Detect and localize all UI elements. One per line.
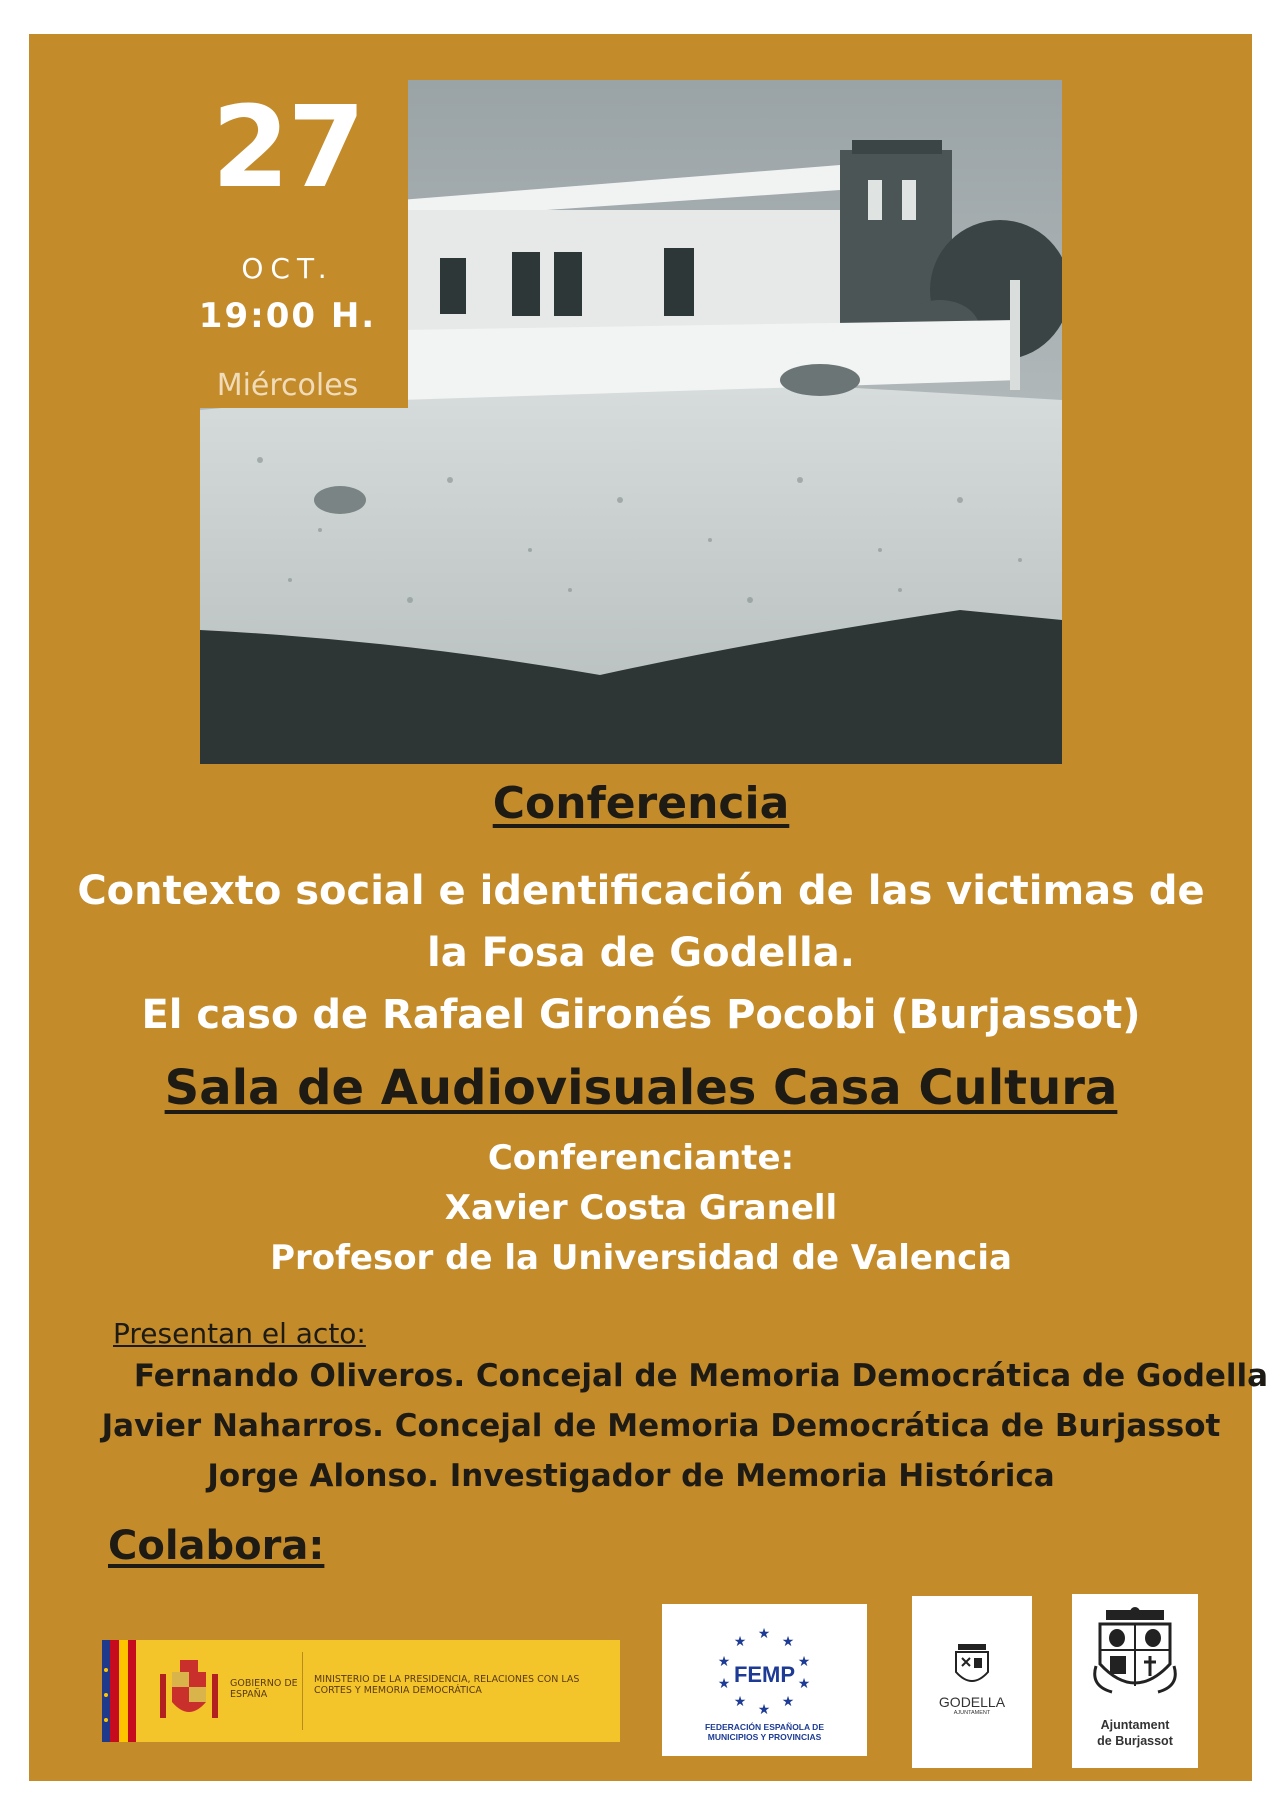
gobierno-text: GOBIERNO DE ESPAÑA (230, 1678, 298, 1700)
logo-divider (302, 1652, 303, 1730)
event-month: OCT. (241, 252, 334, 285)
gobierno-logo (102, 1640, 620, 1742)
subtitle-line-1: Contexto social e identificación de las victimas de (77, 868, 1205, 914)
burjassot-logo (1072, 1594, 1198, 1768)
svg-text:★: ★ (797, 1654, 811, 1670)
svg-text:★: ★ (757, 1702, 771, 1718)
event-time: 19:00 H. (198, 296, 377, 336)
svg-text:★: ★ (781, 1634, 795, 1650)
page-title: Conferencia (492, 778, 790, 829)
presenter-line-3: Jorge Alonso. Investigador de Memoria Histórica (207, 1458, 1055, 1494)
colabora-heading: Colabora: (108, 1523, 325, 1569)
subtitle-line-3: El caso de Rafael Gironés Pocobi (Burjassot) (141, 992, 1141, 1038)
spain-flag-icon (102, 1640, 136, 1742)
femp-logo (662, 1604, 867, 1756)
burjassot-name-2: de Burjassot (1097, 1734, 1173, 1748)
svg-text:★: ★ (733, 1694, 747, 1710)
speaker-role: Profesor de la Universidad de Valencia (270, 1238, 1012, 1278)
svg-text:★: ★ (781, 1694, 795, 1710)
svg-text:★: ★ (757, 1626, 771, 1642)
burjassot-name-1: Ajuntament (1100, 1718, 1170, 1732)
svg-text:★: ★ (717, 1676, 731, 1692)
ministerio-text: MINISTERIO DE LA PRESIDENCIA, RELACIONES CON LAS CORTES Y MEMORIA DEMOCRÁTICA (314, 1674, 580, 1696)
svg-text:★: ★ (717, 1654, 731, 1670)
presenter-line-1: Fernando Oliveros. Concejal de Memoria Democrática de Godella (133, 1358, 1269, 1394)
femp-fullname: FEDERACIÓN ESPAÑOLA DE MUNICIPIOS Y PROVINCIAS (704, 1722, 824, 1742)
godella-logo (912, 1596, 1032, 1768)
godella-shield-icon (954, 1644, 990, 1688)
speaker-label: Conferenciante: (487, 1138, 795, 1178)
coat-of-arms-icon (154, 1658, 224, 1724)
godella-subtext: AJUNTAMENT (953, 1710, 991, 1716)
svg-text:★: ★ (733, 1634, 747, 1650)
presenters-label: Presentan el acto: (113, 1317, 366, 1350)
event-weekday: Miércoles (216, 368, 359, 403)
femp-acronym: FEMP (733, 1662, 796, 1687)
svg-text:★: ★ (797, 1676, 811, 1692)
speaker-name: Xavier Costa Granell (444, 1188, 838, 1228)
subtitle-line-2: la Fosa de Godella. (427, 930, 855, 976)
event-day: 27 (211, 83, 364, 213)
godella-name: GODELLA (938, 1694, 1006, 1710)
burjassot-shield-icon (1092, 1606, 1178, 1702)
venue-title: Sala de Audiovisuales Casa Cultura (164, 1060, 1118, 1116)
presenter-line-2: Javier Naharros. Concejal de Memoria Democrática de Burjassot (101, 1408, 1221, 1444)
